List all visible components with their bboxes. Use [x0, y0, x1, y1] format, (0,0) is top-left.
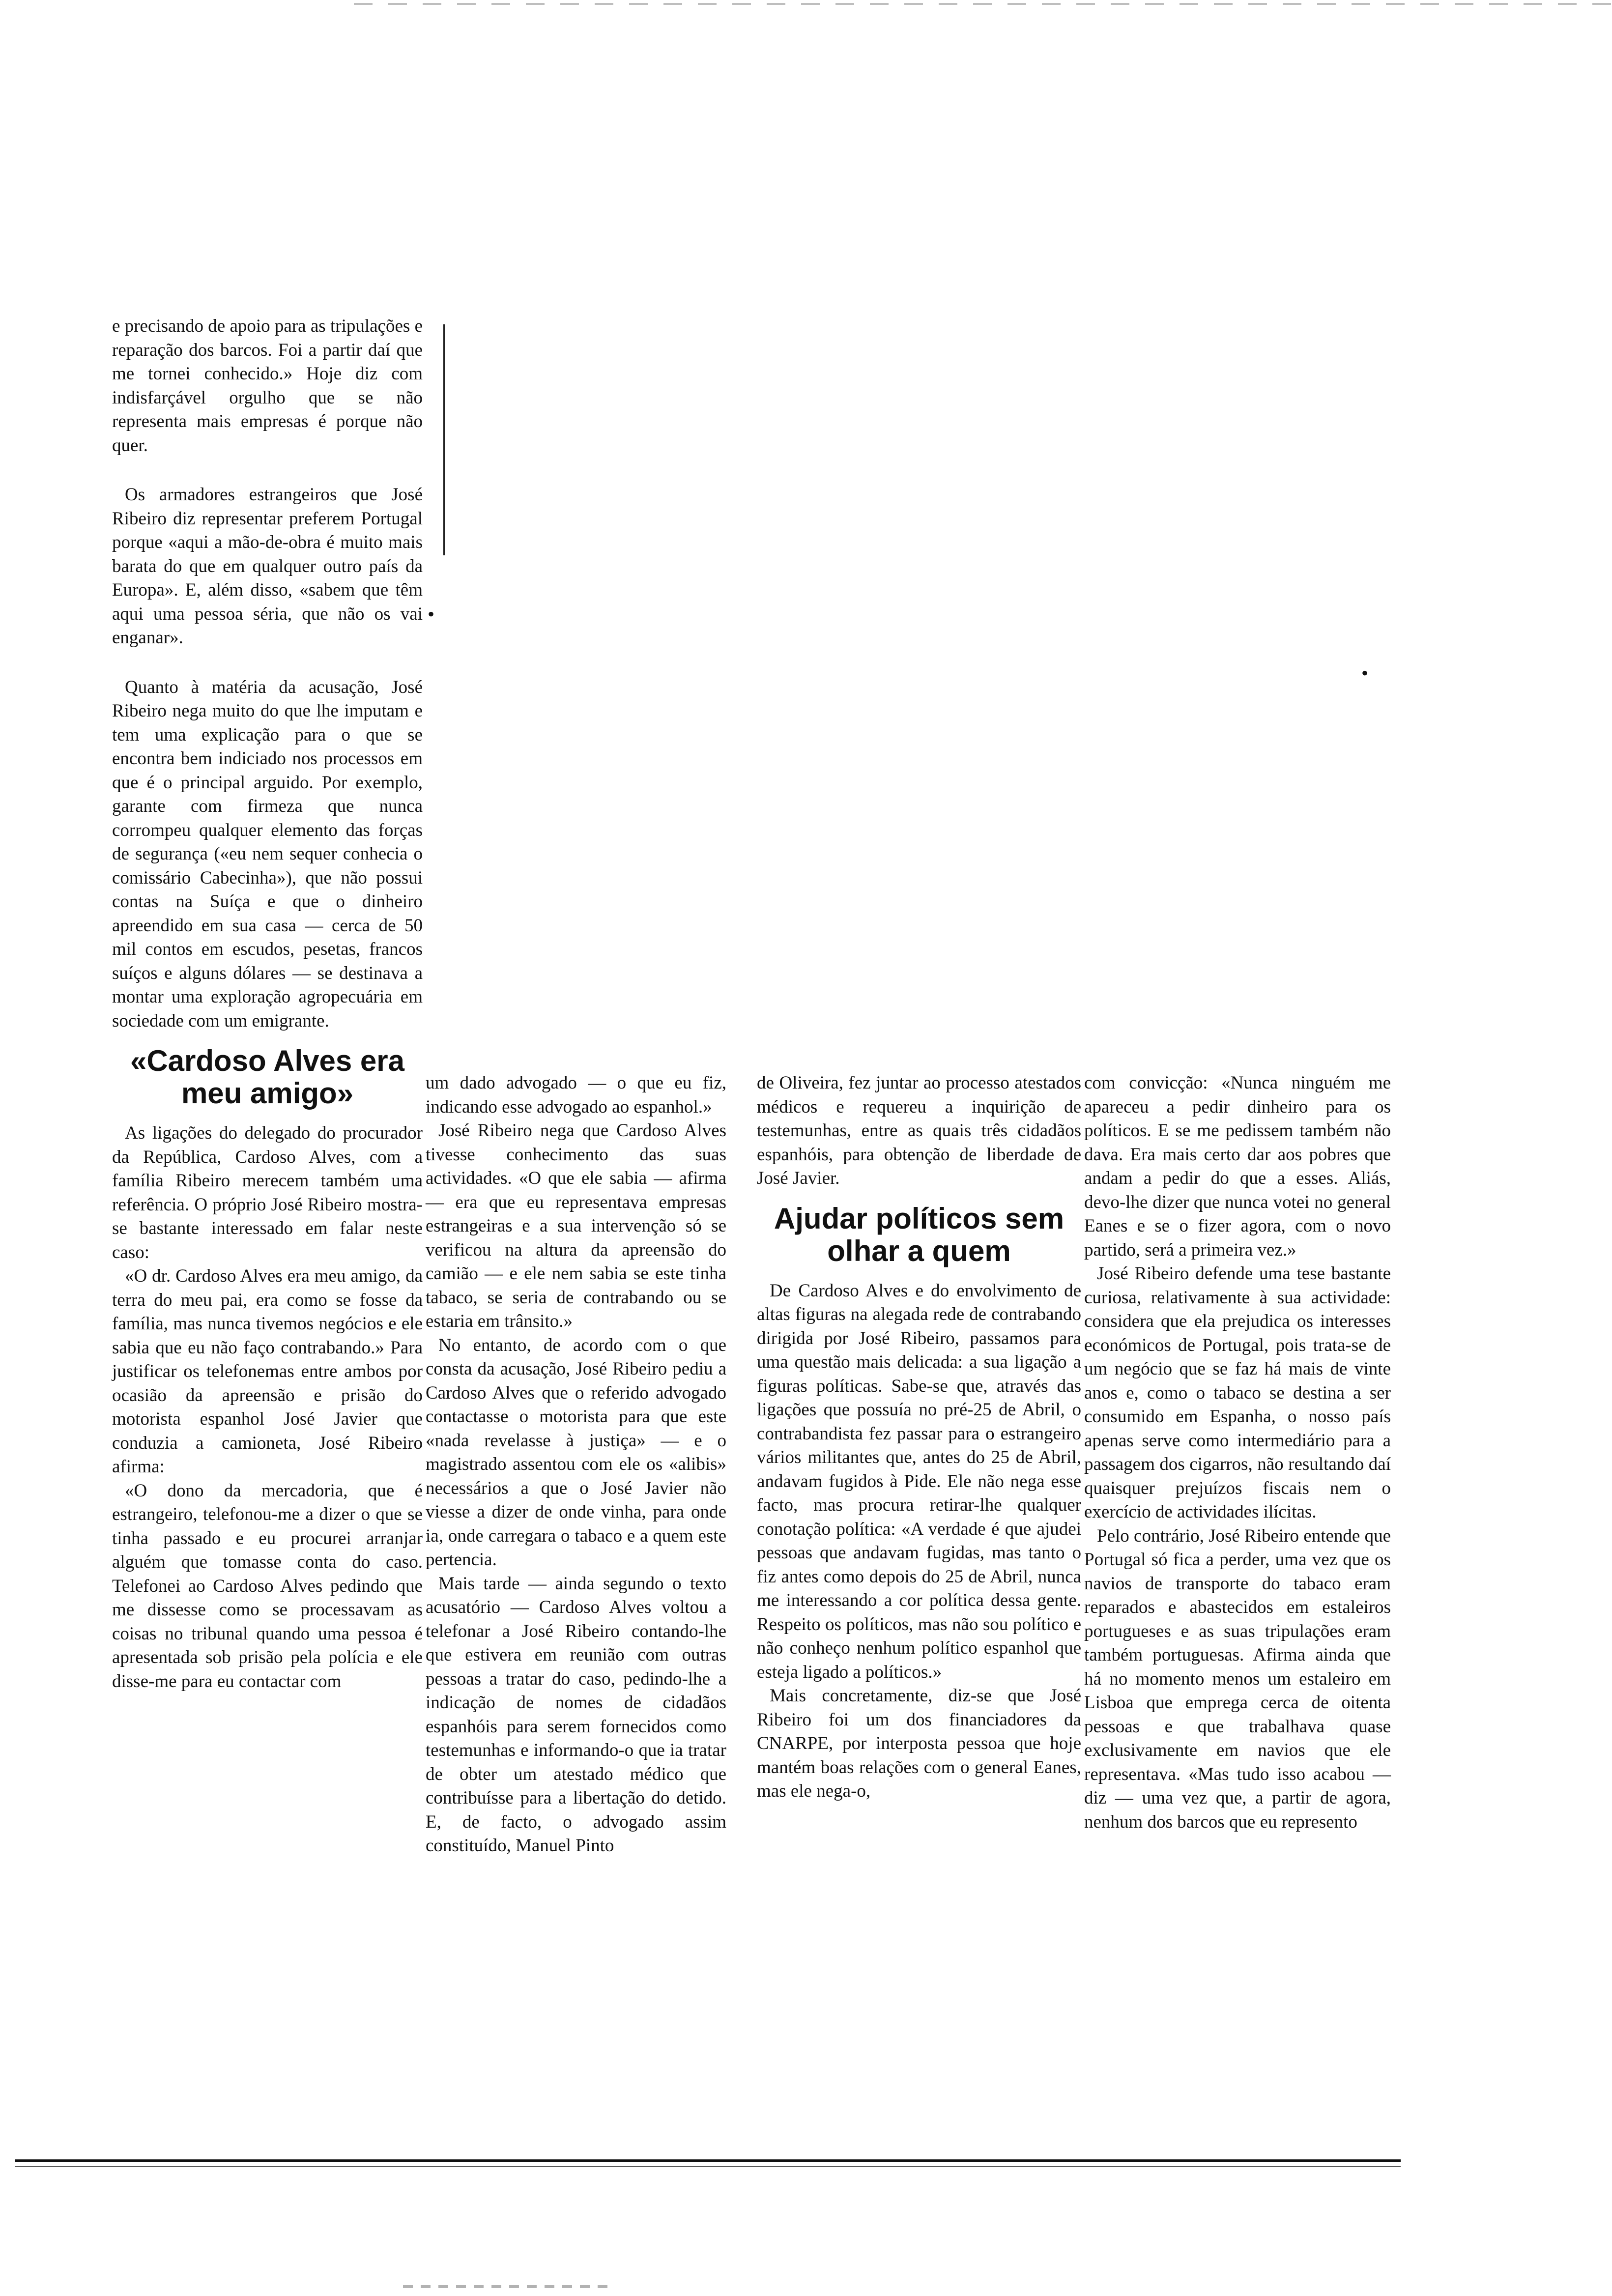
paragraph: de Oliveira, fez juntar ao processo atestados médicos e requereu a inquirição de testemunhas, entre as quais três cidadãos espanhóis, para obtenção de liberdade de José Javier.: [757, 1073, 1081, 1188]
bottom-rule: [15, 2159, 1401, 2162]
paragraph: «O dono da mercadoria, que é estrangeiro, telefonou-me a dizer o que se tinha passado e eu procurei arranjar alguém que tomasse conta do caso. Telefonei ao Cardoso Alves pedindo que me dissesse como se processavam as coisas no tribunal quando uma pessoa é apresentada sob prisão pela polícia e ele disse-me para eu contactar com: [112, 1480, 423, 1692]
paragraph: um dado advogado — o que eu fiz, indicando esse advogado ao espanhol.»: [426, 1073, 726, 1117]
section-heading: «Cardoso Alves era meu amigo»: [130, 1044, 405, 1110]
paragraph: e precisando de apoio para as tripulações e reparação dos barcos. Foi a partir daí que me tornei conhecido.» Hoje diz com indisfarçável orgulho que se não representa mais empresas é porque não quer.: [112, 316, 423, 456]
article-column-1: [112, 315, 423, 1693]
paragraph: De Cardoso Alves e do envolvimento de altas figuras na alegada rede de contrabando dirigida por José Ribeiro, passamos para uma questão mais delicada: a sua ligação a figuras políticas. Sabe-se que, através das ligações que possuía no pré-25 de Abril, o contrabandista fez passar para o estrangeiro vários militantes que, antes do 25 de Abril, andavam fugidos à Pide. Ele não nega esse facto, mas procura retirar-lhe qualquer conotação política: «A verdade é que ajudei pessoas que andavam fugidas, mas tanto o fiz antes como depois do 25 de Abril, nunca me interessando a cor política dessa gente. Respeito os políticos, mas não sou político e não conheço nenhum político espanhol que esteja ligado a políticos.»: [757, 1280, 1081, 1682]
paragraph: «O dr. Cardoso Alves era meu amigo, da terra do meu pai, era como se fosse da família, mas nunca tivemos negócios e ele sabia que eu não faço contrabando.» Para justificar os telefonemas entre ambos por ocasião da apreensão e prisão do motorista espanhol José Javier que conduzia a camioneta, José Ribeiro afirma:: [112, 1266, 423, 1477]
paragraph: No entanto, de acordo com o que consta da acusação, José Ribeiro pediu a Cardoso Alves que o referido advogado contactasse o motorista para que este «nada revelasse à justiça» — e o magistrado assentou com ele os «alibis» necessários a que o José Javier não viesse a dizer de onde vinha, para onde ia, onde carregara o tabaco e a quem este pertencia.: [426, 1335, 726, 1570]
paragraph: As ligações do delegado do procurador da República, Cardoso Alves, com a família Ribeiro merecem também uma referência. O próprio José Ribeiro mostra-se bastante interessado em falar neste caso:: [112, 1123, 423, 1263]
paragraph: José Ribeiro nega que Cardoso Alves tivesse conhecimento das suas actividades. «O que ele sabia — afirma — era que eu representava empresas estrangeiras e a sua intervenção só se verificou na altura da apreensão do camião — e ele nem sabia se este tinha tabaco, se seria de contrabando ou se estaria em trânsito.»: [426, 1120, 726, 1331]
stray-ink-mark: •: [428, 603, 435, 625]
paragraph: Os armadores estrangeiros que José Ribeiro diz representar preferem Portugal porque «aqui a mão-de-obra é muito mais barata do que em qualquer outro país da Europa». E, além disso, «sabem que têm aqui uma pessoa séria, que não os vai enganar».: [112, 485, 423, 648]
scan-edge-noise-top: [354, 3, 1612, 5]
paragraph: José Ribeiro defende uma tese bastante curiosa, relativamente à sua actividade: considera que ela prejudica os interesses económicos de Portugal, pois trata-se de um negócio que se faz há mais de vinte anos e, como o tabaco se destina a ser consumido em Espanha, o nosso país apenas serve como intermediário para a passagem dos cigarros, não resultando daí quaisquer prejuízos fiscais nem o exercício de actividades ilícitas.: [1084, 1263, 1391, 1522]
column-rule-vertical: [443, 324, 445, 555]
article-column-3: [757, 1071, 1081, 1804]
scan-edge-noise-bottom: [403, 2285, 609, 2288]
stray-ink-mark: •: [1361, 662, 1369, 684]
bottom-rule-thin: [15, 2166, 1401, 2167]
section-heading: Ajudar políticos sem olhar a quem: [774, 1202, 1065, 1267]
article-column-2: [426, 1071, 726, 1858]
paragraph: Pelo contrário, José Ribeiro entende que Portugal só fica a perder, uma vez que os navios de transporte do tabaco eram reparados e abastecidos em estaleiros portugueses e as suas tripulações eram também portuguesas. Afirma ainda que há no momento menos um estaleiro em Lisboa que emprega cerca de oitenta pessoas e que trabalhava quase exclusivamente em navios que ele representava. «Mas tudo isso acabou — diz — uma vez que, a partir de agora, nenhum dos barcos que eu represento: [1084, 1525, 1391, 1832]
paragraph: Quanto à matéria da acusação, José Ribeiro nega muito do que lhe imputam e tem uma explicação para o que se encontra bem indiciado nos processos em que é o principal arguido. Por exemplo, garante com firmeza que nunca corrompeu qualquer elemento das forças de segurança («eu nem sequer conhecia o comissário Cabecinha»), que não possui contas na Suíça e que o dinheiro apreendido em sua casa — cerca de 50 mil contos em escudos, pesetas, francos suíços e alguns dólares — se destinava a montar uma exploração agropecuária em sociedade com um emigrante.: [112, 677, 423, 1031]
article-column-4: [1084, 1071, 1391, 1834]
paragraph: com convicção: «Nunca ninguém me apareceu a pedir dinheiro para os políticos. E se me pedissem também não dava. Era mais certo dar aos pobres que andam a pedir do que a esses. Aliás, devo-lhe dizer que nunca votei no general Eanes e se o fizer agora, com o novo partido, será a primeira vez.»: [1084, 1073, 1391, 1260]
paragraph: Mais tarde — ainda segundo o texto acusatório — Cardoso Alves voltou a telefonar a José Ribeiro contando-lhe que estivera em reunião com outras pessoas a tratar do caso, pedindo-lhe a indicação de nomes de cidadãos espanhóis para serem fornecidos como testemunhas e informando-o que ia tratar de obter um atestado médico que contribuísse para a libertação do detido. E, de facto, o advogado assim constituído, Manuel Pinto: [426, 1573, 726, 1856]
paragraph: Mais concretamente, diz-se que José Ribeiro foi um dos financiadores da CNARPE, por interposta pessoa que hoje mantém boas relações com o general Eanes, mas ele nega-o,: [757, 1686, 1081, 1801]
